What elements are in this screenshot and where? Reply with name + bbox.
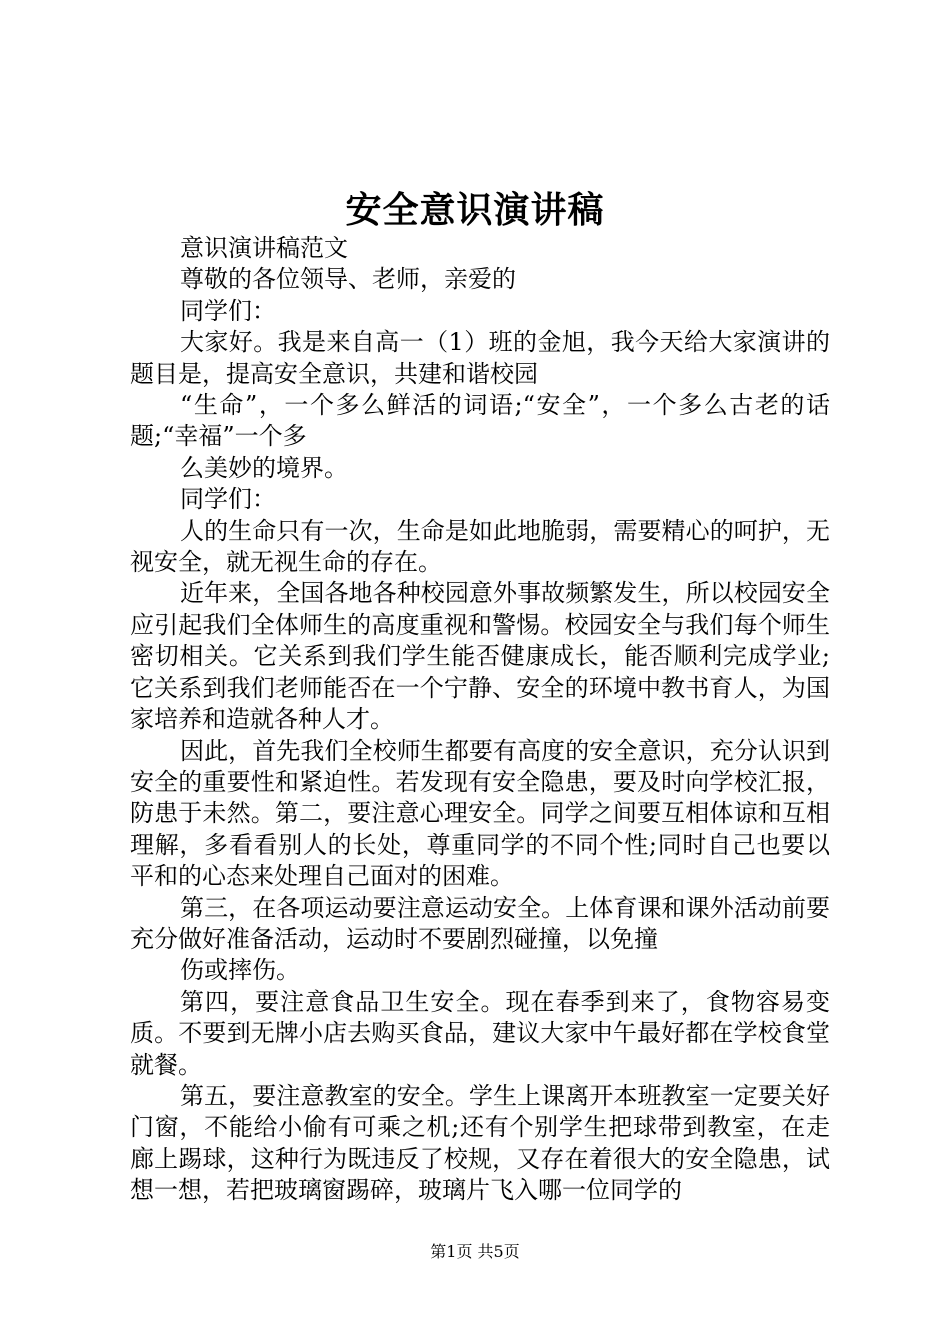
paragraph: 尊敬的各位领导、老师，亲爱的 bbox=[180, 265, 516, 294]
paragraph: “生命”，一个多么鲜活的词语;“安全”，一个多么古老的话题;“幸福”一个多 bbox=[130, 391, 830, 451]
paragraph: 大家好。我是来自高一（1）班的金旭，我今天给大家演讲的题目是，提高安全意识，共建和谐校园 bbox=[130, 328, 830, 388]
page-number-footer: 第1页 共5页 bbox=[430, 1242, 520, 1261]
paragraph: 近年来，全国各地各种校园意外事故频繁发生，所以校园安全应引起我们全体师生的高度重视和警惕。校园安全与我们每个师生密切相关。它关系到我们学生能否健康成长，能否顺利完成学业;它关系到我们老师能否在一个宁静、安全的环境中教书育人，为国家培养和造就各种人才。 bbox=[130, 579, 830, 734]
paragraph: 第三，在各项运动要注意运动安全。上体育课和课外活动前要充分做好准备活动，运动时不要剧烈碰撞，以免撞 bbox=[130, 893, 830, 953]
paragraph: 么美妙的境界。 bbox=[180, 453, 348, 482]
paragraph: 人的生命只有一次，生命是如此地脆弱，需要精心的呵护，无视安全，就无视生命的存在。 bbox=[130, 516, 830, 577]
document-body bbox=[130, 233, 830, 1207]
paragraph: 第五，要注意教室的安全。学生上课离开本班教室一定要关好门窗，不能给小偷有可乘之机;还有个别学生把球带到教室，在走廊上踢球，这种行为既违反了校规，又存在着很大的安全隐患，试想一想，若把玻璃窗踢碎，玻璃片飞入哪一位同学的 bbox=[130, 1081, 830, 1205]
paragraph: 因此，首先我们全校师生都要有高度的安全意识，充分认识到安全的重要性和紧迫性。若发现有安全隐患，要及时向学校汇报，防患于未然。第二，要注意心理安全。同学之间要互相体谅和互相理解，多看看别人的长处，尊重同学的不同个性;同时自己也要以平和的心态来处理自己面对的困难。 bbox=[130, 736, 830, 891]
paragraph: 意识演讲稿范文 bbox=[180, 234, 348, 262]
paragraph: 第四，要注意食品卫生安全。现在春季到来了，食物容易变质。不要到无牌小店去购买食品，建议大家中午最好都在学校食堂就餐。 bbox=[130, 987, 830, 1079]
paragraph: 同学们： bbox=[180, 296, 276, 325]
paragraph: 伤或摔伤。 bbox=[180, 956, 300, 985]
paragraph: 同学们： bbox=[180, 485, 276, 514]
document-title: 安全意识演讲稿 bbox=[345, 189, 605, 231]
